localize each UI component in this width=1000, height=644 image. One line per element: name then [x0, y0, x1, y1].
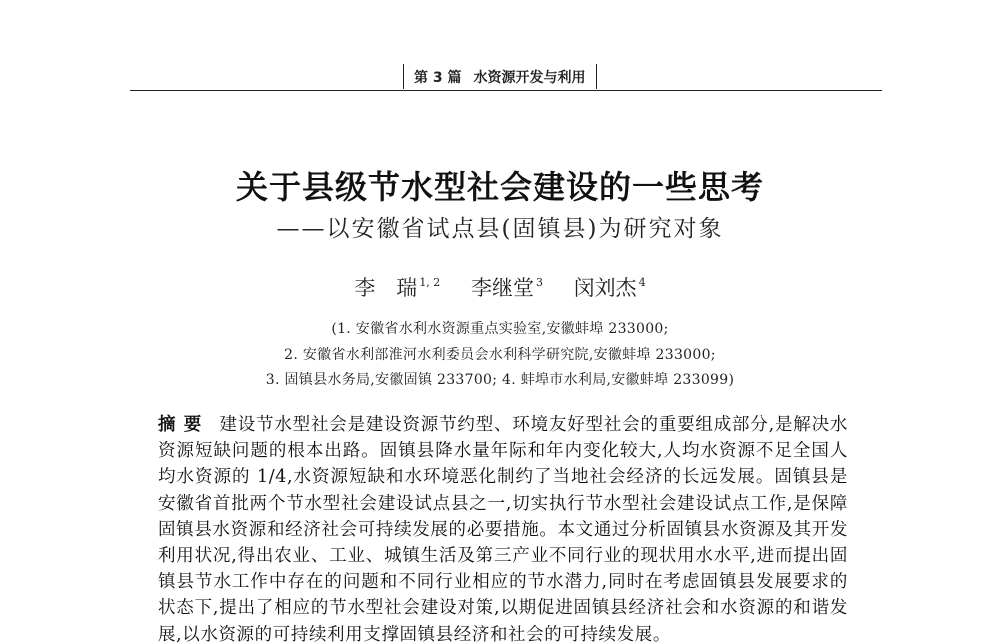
running-header: [403, 64, 597, 89]
author: [354, 272, 440, 302]
paper-subtitle: ——以安徽省试点县(固镇县)为研究对象: [276, 216, 724, 242]
author-name: 李继堂: [471, 276, 534, 300]
author: [471, 272, 543, 302]
running-header-section: 水资源开发与利用: [473, 69, 586, 86]
abstract-text: 建设节水型社会是建设资源节约型、环境友好型社会的重要组成部分,是解决水资源短缺问题的根本出路。固镇县降水量年际和年内变化较大,人均水资源不足全国人均水资源的 1/4,水资源短缺和水环境恶化制约了当地社会经济的长远发展。固镇县是安徽省首批两个节水型社会建设试点县之一,切实执行节水型社会建设试点工作,是保障固镇县水资源和经济社会可持续发展的必要措施。本文通过分析固镇县水资源及其开发利用状况,得出农业、工业、城镇生活及第三产业不同行业的现状用水水平,进而提出固镇县节水工作中存在的问题和不同行业相应的节水潜力,同时在考虑固镇县发展要求的状态下,提出了相应的节水型社会建设对策,以期促进固镇县经济社会和水资源的和谐发展,以水资源的可持续利用支撑固镇县经济和社会的可持续发展。: [158, 415, 849, 644]
author-list: [0, 272, 1000, 302]
author-name: 闵刘杰: [573, 276, 637, 300]
running-header-part: 第 3 篇: [414, 69, 462, 86]
author-affiliation-mark: 4: [638, 276, 646, 289]
paper-title: 关于县级节水型社会建设的一些思考: [235, 168, 764, 206]
abstract-label: 摘要: [158, 415, 210, 435]
author-name: 李 瑞: [354, 276, 418, 300]
affiliation-line: 3. 固镇县水务局,安徽固镇 233700; 4. 蚌埠市水利局,安徽蚌埠 233099): [265, 372, 735, 388]
author-affiliation-mark: 3: [536, 276, 543, 289]
abstract: [158, 412, 848, 644]
author-affiliation-mark: 1, 2: [419, 276, 441, 289]
author: [574, 272, 646, 302]
affiliation-line: (1. 安徽省水利水资源重点实验室,安徽蚌埠 233000;: [331, 321, 669, 337]
affiliation-line: 2. 安徽省水利部淮河水利委员会水利科学研究院,安徽蚌埠 233000;: [284, 347, 716, 363]
header-rule: [130, 90, 882, 91]
